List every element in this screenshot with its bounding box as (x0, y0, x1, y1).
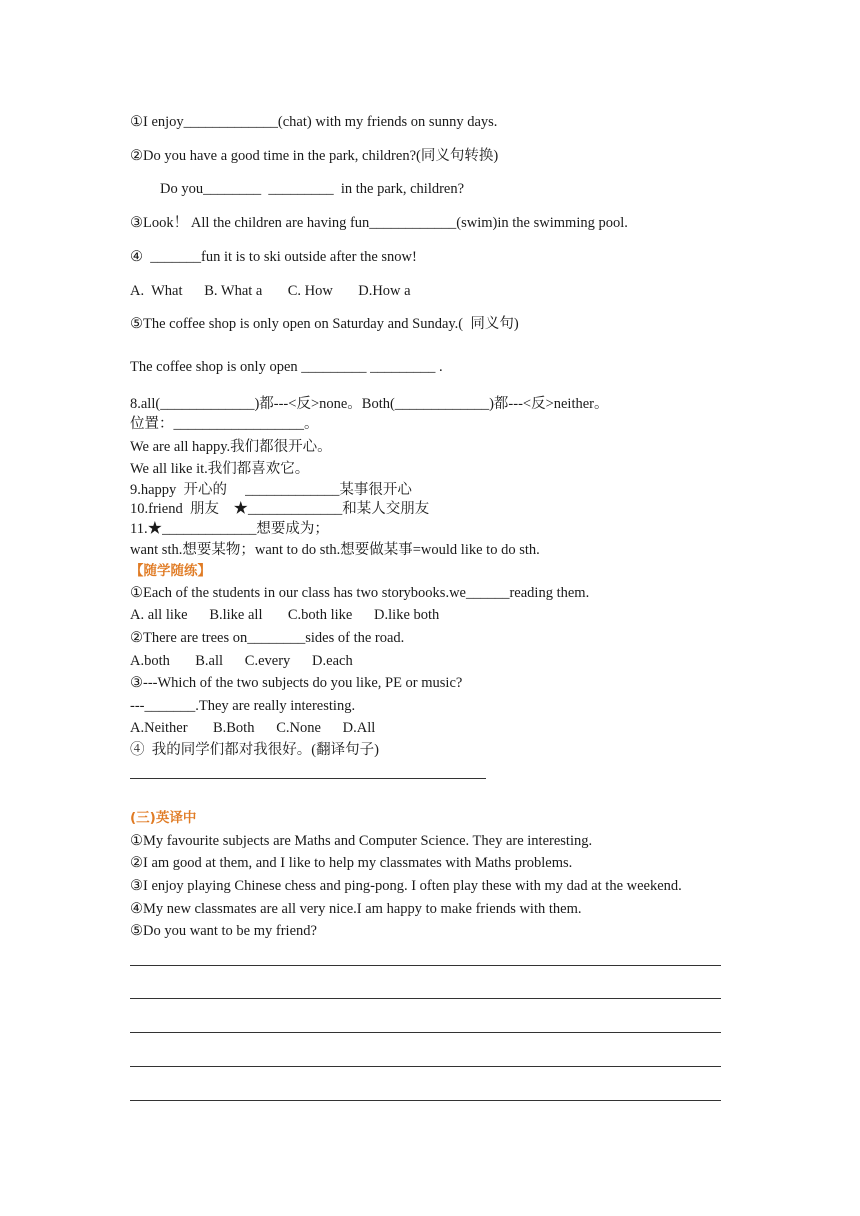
note-position: 位置：__________________。 (130, 416, 319, 432)
translation-sentence-2: ②I am good at them, and I like to help my classmates with Maths problems. (130, 855, 573, 871)
translation-heading: (三)英译中 (130, 810, 197, 826)
question-2-answer-line: Do you________ _________ in the park, children? (160, 181, 465, 197)
note-want-usage: want sth.想要某物；want to do sth.想要做某事=would like to do sth. (130, 542, 540, 558)
translation-sentence-3: ③I enjoy playing Chinese chess and ping-pong. I often play these with my dad at the weekend. (130, 878, 682, 894)
question-2: ②Do you have a good time in the park, children?(同义句转换) (130, 148, 499, 164)
question-5-answer-line: The coffee shop is only open _________ _________ . (130, 359, 443, 375)
question-4: ④ _______fun it is to ski outside after the snow! (130, 249, 417, 265)
practice-question-1-options: A. all like B.like all C.both like D.like both (130, 607, 440, 623)
note-happy: 9.happy 开心的 _____________某事很开心 (130, 482, 412, 498)
answer-line (130, 1100, 721, 1101)
practice-question-3-answer: ---_______.They are really interesting. (130, 698, 356, 714)
question-3: ③Look！ All the children are having fun____________(swim)in the swimming pool. (130, 215, 628, 231)
practice-question-3: ③---Which of the two subjects do you like, PE or music? (130, 675, 463, 691)
note-want-to-be: 11.★_____________想要成为； (130, 521, 329, 537)
example-sentence-2: We all like it.我们都喜欢它。 (130, 461, 310, 477)
question-5: ⑤The coffee shop is only open on Saturday and Sunday.( 同义句) (130, 316, 519, 332)
question-1: ①I enjoy_____________(chat) with my friends on sunny days. (130, 114, 498, 130)
answer-line (130, 1032, 721, 1033)
practice-question-4: ④ 我的同学们都对我很好。(翻译句子) (130, 742, 379, 758)
practice-question-1: ①Each of the students in our class has two storybooks.we______reading them. (130, 585, 590, 601)
practice-question-3-options: A.Neither B.Both C.None D.All (130, 720, 376, 736)
question-4-options: A. What B. What a C. How D.How a (130, 283, 411, 299)
practice-heading: 【随学随练】 (130, 563, 211, 579)
answer-line-short (130, 778, 486, 779)
practice-question-2: ②There are trees on________sides of the road. (130, 630, 405, 646)
answer-line (130, 965, 721, 966)
translation-sentence-5: ⑤Do you want to be my friend? (130, 923, 317, 939)
note-all-both: 8.all(_____________)都---<反>none。Both(_____________)都---<反>neither。 (130, 396, 609, 412)
note-friend: 10.friend 朋友 ★_____________和某人交朋友 (130, 501, 430, 517)
practice-question-2-options: A.both B.all C.every D.each (130, 653, 353, 669)
example-sentence-1: We are all happy.我们都很开心。 (130, 439, 332, 455)
translation-sentence-4: ④My new classmates are all very nice.I am happy to make friends with them. (130, 901, 582, 917)
translation-sentence-1: ①My favourite subjects are Maths and Computer Science. They are interesting. (130, 833, 593, 849)
answer-line (130, 1066, 721, 1067)
answer-line (130, 998, 721, 999)
